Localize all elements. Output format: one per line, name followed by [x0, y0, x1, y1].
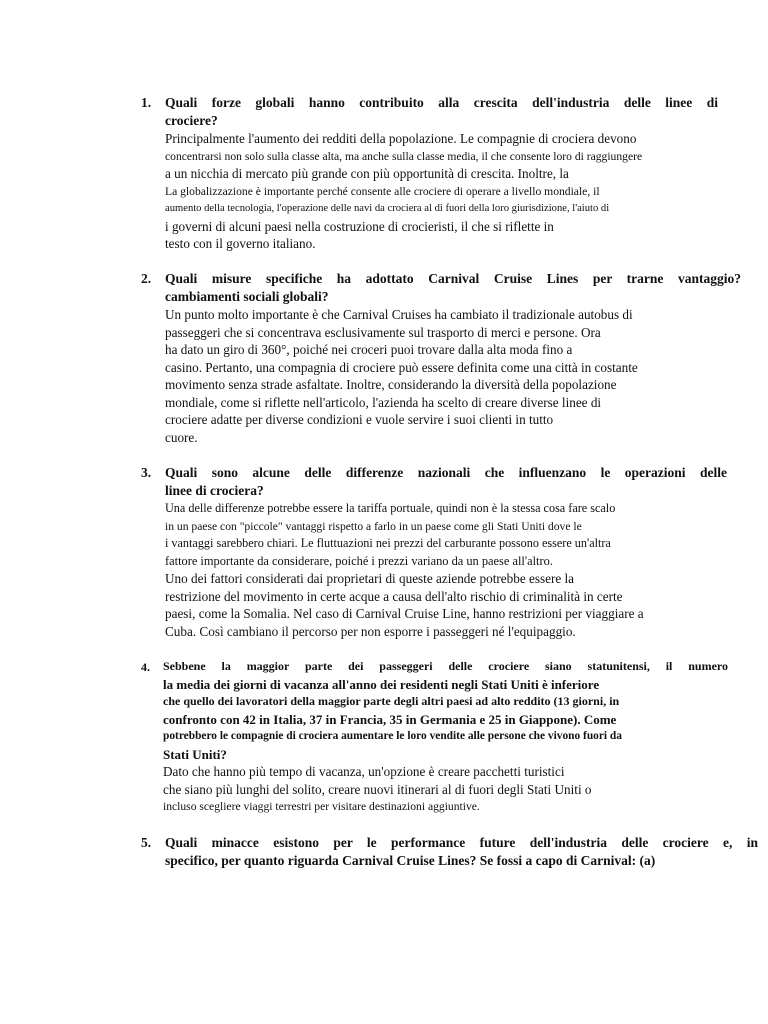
answer-text: [165, 500, 727, 640]
question-number: 1.: [141, 95, 152, 110]
question-line: Sebbene la maggior parte dei passeggeri delle crociere siano statunitensi, il numero: [163, 659, 728, 673]
answer-text: [163, 763, 728, 816]
question-line: Quali forze globali hanno contribuito alla crescita dell'industria delle linee di: [165, 95, 718, 110]
answer-line: che siano più lunghi del solito, creare nuovi itinerari al di fuori degli Stati Uniti o: [163, 781, 592, 797]
answer-line: La globalizzazione è importante perché consente alle crociere di operare a livello mondiale, il: [165, 184, 600, 198]
answer-line: casino. Pertanto, una compagnia di crociere può essere definita come una città in costante: [165, 359, 638, 375]
question-line: la media dei giorni di vacanza all'anno dei residenti negli Stati Uniti è inferiore: [163, 676, 600, 692]
question-number: 3.: [141, 465, 152, 480]
question-number: 2.: [141, 271, 152, 286]
answer-line: restrizione del movimento in certe acque a causa dell'alto rischio di criminalità in certe: [165, 588, 623, 604]
question-number: 4.: [141, 660, 150, 674]
answer-line: Una delle differenze potrebbe essere la tariffa portuale, quindi non è la stessa cosa fare scalo: [165, 501, 616, 515]
question-line: Quali sono alcune delle differenze nazionali che influenzano le operazioni delle: [165, 465, 727, 480]
answer-line: a un nicchia di mercato più grande con più opportunità di crescita. Inoltre, la: [165, 166, 569, 181]
answer-line: i vantaggi sarebbero chiari. Le fluttuazioni nei prezzi del carburante possono essere un'altra: [165, 536, 611, 550]
answer-line: i governi di alcuni paesi nella costruzione di crocieristi, il che si riflette in: [165, 218, 554, 234]
answer-line: Cuba. Così cambiano il percorso per non esporre i passeggeri né l'equipaggio.: [165, 623, 576, 639]
question-line: che quello dei lavoratori della maggior parte degli altri paesi ad alto reddito (13 giorni, in: [163, 694, 620, 708]
question-line: crociere?: [165, 113, 218, 128]
question-line: linee di crociera?: [165, 483, 264, 498]
answer-line: cuore.: [165, 429, 198, 445]
answer-line: Dato che hanno più tempo di vacanza, un'opzione è creare pacchetti turistici: [163, 764, 565, 779]
answer-line: passeggeri che si concentrava esclusivamente sul trasporto di merci e persone. Ora: [165, 324, 601, 340]
question-text: [165, 834, 758, 870]
answer-line: Un punto molto importante è che Carnival Cruises ha cambiato il tradizionale autobus di: [165, 307, 633, 322]
answer-text: [165, 130, 718, 253]
answer-text: [165, 306, 741, 446]
question-text: [163, 658, 728, 763]
question-line: Quali minacce esistono per le performance future dell'industria delle crociere e, in: [165, 835, 758, 850]
answer-line: movimento senza strade asfaltate. Inoltre, considerando la diversità della popolazione: [165, 377, 617, 392]
answer-line: Principalmente l'aumento dei redditi della popolazione. Le compagnie di crociera devono: [165, 131, 637, 146]
answer-line: incluso scegliere viaggi terrestri per visitare destinazioni aggiuntive.: [163, 800, 480, 813]
question-text: [165, 270, 741, 306]
answer-line: Uno dei fattori considerati dai proprietari di queste aziende potrebbe essere la: [165, 571, 575, 586]
question-text: [165, 464, 727, 500]
answer-line: in un paese con "piccole" vantaggi rispetto a farlo in un paese come gli Stati Uniti dove le: [165, 519, 582, 533]
answer-line: ha dato un giro di 360°, poiché nei croceri puoi trovare dalla alta moda fino a: [165, 342, 573, 357]
question-line: potrebbero le compagnie di crociera aumentare le loro vendite alle persone che vivono fuori da: [163, 730, 622, 742]
answer-line: mondiale, come si riflette nell'articolo, l'azienda ha scelto di creare diverse linee di: [165, 394, 602, 410]
question-line: Stati Uniti?: [163, 746, 227, 762]
answer-line: aumento della tecnologia, l'operazione delle navi da crociera al di fuori della loro giurisdizione, l'aiuto di: [165, 203, 610, 214]
question-text: [165, 94, 718, 130]
answer-line: fattore importante da considerare, poiché i prezzi variano da un paese all'altro.: [165, 553, 553, 568]
question-line: cambiamenti sociali globali?: [165, 289, 329, 304]
answer-line: paesi, come la Somalia. Nel caso di Carnival Cruise Line, hanno restrizioni per viaggiare a: [165, 606, 644, 621]
answer-line: crociere adatte per diverse condizioni e vuole servire i suoi clienti in tutto: [165, 412, 554, 427]
question-number: 5.: [141, 835, 152, 850]
answer-line: testo con il governo italiano.: [165, 236, 316, 251]
question-line: specifico, per quanto riguarda Carnival Cruise Lines? Se fossi a capo di Carnival: (a): [165, 853, 656, 868]
answer-line: concentrarsi non solo sulla classe alta, ma anche sulla classe media, il che consente loro di raggiungere: [165, 149, 643, 163]
question-line: confronto con 42 in Italia, 37 in Francia, 35 in Germania e 25 in Giappone). Come: [163, 711, 617, 727]
question-line: Quali misure specifiche ha adottato Carnival Cruise Lines per trarne vantaggio?: [165, 271, 741, 286]
